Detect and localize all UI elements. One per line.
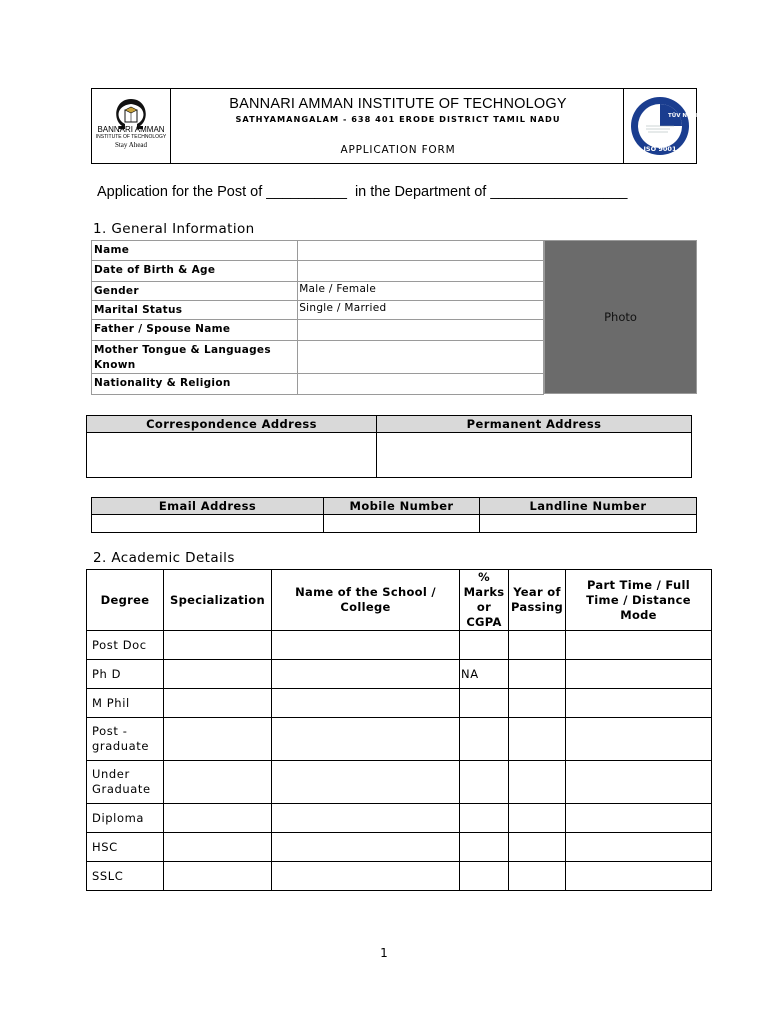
father-spouse-field[interactable]: [298, 320, 544, 341]
year-header: Year of Passing: [509, 570, 566, 631]
specialization-cell[interactable]: [164, 718, 272, 761]
specialization-cell[interactable]: [164, 804, 272, 833]
school-college-header: Name of the School / College: [272, 570, 460, 631]
email-field[interactable]: [92, 515, 324, 533]
table-row: [87, 833, 712, 862]
marital-status-field[interactable]: Single / Married: [298, 301, 544, 320]
marks-cell[interactable]: NA: [460, 660, 509, 689]
degree-cell: Ph D: [87, 660, 164, 689]
field-label: Father / Spouse Name: [92, 320, 298, 341]
table-row: [87, 804, 712, 833]
general-info-row: [92, 282, 544, 301]
cert-standard: ISO 9001: [643, 145, 677, 153]
marks-cell[interactable]: [460, 689, 509, 718]
school-cell[interactable]: [272, 718, 460, 761]
mode-cell[interactable]: [566, 862, 712, 891]
field-label: Gender: [92, 282, 298, 301]
marks-cell[interactable]: [460, 761, 509, 804]
table-row: [87, 660, 712, 689]
email-header: Email Address: [92, 498, 324, 515]
year-cell[interactable]: [509, 833, 566, 862]
nationality-religion-field[interactable]: [298, 374, 544, 395]
correspondence-address-header: Correspondence Address: [87, 416, 377, 433]
field-label: Nationality & Religion: [92, 374, 298, 395]
school-cell[interactable]: [272, 761, 460, 804]
marks-header: % Marks or CGPA: [460, 570, 509, 631]
mode-header: Part Time / Full Time / Distance Mode: [566, 570, 712, 631]
dob-age-field[interactable]: [298, 261, 544, 282]
table-row: [87, 631, 712, 660]
general-info-row: [92, 320, 544, 341]
field-label: Date of Birth & Age: [92, 261, 298, 282]
certification-seal: [623, 89, 701, 163]
year-cell[interactable]: [509, 631, 566, 660]
year-cell[interactable]: [509, 660, 566, 689]
post-department-line[interactable]: Application for the Post of __________ in the Department of _________________: [97, 184, 628, 200]
page-number: 1: [380, 946, 388, 960]
tuv-nord-iso-seal-icon: [624, 89, 701, 163]
landline-header: Landline Number: [480, 498, 697, 515]
specialization-cell[interactable]: [164, 761, 272, 804]
mobile-header: Mobile Number: [324, 498, 480, 515]
degree-cell: Under Graduate: [87, 761, 164, 804]
specialization-cell[interactable]: [164, 833, 272, 862]
logo-tagline: Stay Ahead: [114, 141, 148, 149]
permanent-address-header: Permanent Address: [377, 416, 692, 433]
school-cell[interactable]: [272, 631, 460, 660]
year-cell[interactable]: [509, 862, 566, 891]
year-cell[interactable]: [509, 718, 566, 761]
specialization-cell[interactable]: [164, 862, 272, 891]
permanent-address-field[interactable]: [377, 433, 692, 478]
photo-box[interactable]: [544, 240, 697, 394]
mode-cell[interactable]: [566, 660, 712, 689]
contact-input-row: [92, 515, 697, 533]
degree-cell: SSLC: [87, 862, 164, 891]
degree-cell: Diploma: [87, 804, 164, 833]
institute-logo: [92, 89, 171, 163]
school-cell[interactable]: [272, 689, 460, 718]
general-info-row: [92, 301, 544, 320]
table-row: [87, 862, 712, 891]
academic-header-row: [87, 570, 712, 631]
form-header: [91, 88, 701, 164]
general-info-row: [92, 374, 544, 395]
degree-cell: Post Doc: [87, 631, 164, 660]
specialization-cell[interactable]: [164, 689, 272, 718]
mode-cell[interactable]: [566, 631, 712, 660]
general-info-row: [92, 341, 544, 374]
general-info-title: 1. General Information: [93, 221, 255, 237]
marks-cell[interactable]: [460, 804, 509, 833]
form-title: APPLICATION FORM: [340, 144, 456, 156]
field-label: Marital Status: [92, 301, 298, 320]
specialization-header: Specialization: [164, 570, 272, 631]
mode-cell[interactable]: [566, 833, 712, 862]
table-row: [87, 718, 712, 761]
year-cell[interactable]: [509, 761, 566, 804]
correspondence-address-field[interactable]: [87, 433, 377, 478]
specialization-cell[interactable]: [164, 660, 272, 689]
contact-header-row: [92, 498, 697, 515]
languages-field[interactable]: [298, 341, 544, 374]
address-header-row: [87, 416, 692, 433]
general-info-row: [92, 261, 544, 282]
institution-name: BANNARI AMMAN INSTITUTE OF TECHNOLOGY: [229, 96, 567, 112]
specialization-cell[interactable]: [164, 631, 272, 660]
general-info-row: [92, 241, 544, 261]
marks-cell[interactable]: [460, 631, 509, 660]
address-table: [86, 415, 692, 478]
school-cell[interactable]: [272, 804, 460, 833]
mode-cell[interactable]: [566, 761, 712, 804]
year-cell[interactable]: [509, 689, 566, 718]
school-cell[interactable]: [272, 660, 460, 689]
mode-cell[interactable]: [566, 718, 712, 761]
marks-cell[interactable]: [460, 718, 509, 761]
marks-cell[interactable]: [460, 862, 509, 891]
year-cell[interactable]: [509, 804, 566, 833]
degree-header: Degree: [87, 570, 164, 631]
table-row: [87, 761, 712, 804]
logo-name-line: BANNARI AMMAN: [97, 125, 165, 134]
school-cell[interactable]: [272, 862, 460, 891]
cert-brand: TÜV NORD: [668, 113, 701, 119]
field-label: Mother Tongue & Languages Known: [92, 341, 298, 374]
mobile-field[interactable]: [324, 515, 480, 533]
field-label: Name: [92, 241, 298, 261]
academic-details-title: 2. Academic Details: [93, 550, 235, 566]
name-field[interactable]: [298, 241, 544, 261]
degree-cell: Post -graduate: [87, 718, 164, 761]
institution-address: SATHYAMANGALAM - 638 401 ERODE DISTRICT TAMIL NADU: [235, 114, 561, 124]
school-cell[interactable]: [272, 833, 460, 862]
photo-label: Photo: [604, 310, 637, 324]
logo-sub-line: INSTITUTE OF TECHNOLOGY: [95, 134, 167, 140]
degree-cell: HSC: [87, 833, 164, 862]
academic-details-table: [86, 569, 712, 891]
general-info-table: [91, 240, 544, 395]
gender-field[interactable]: Male / Female: [298, 282, 544, 301]
marks-cell[interactable]: [460, 833, 509, 862]
degree-cell: M Phil: [87, 689, 164, 718]
mode-cell[interactable]: [566, 804, 712, 833]
table-row: [87, 689, 712, 718]
mode-cell[interactable]: [566, 689, 712, 718]
landline-field[interactable]: [480, 515, 697, 533]
contact-table: [91, 497, 697, 533]
address-input-row: [87, 433, 692, 478]
